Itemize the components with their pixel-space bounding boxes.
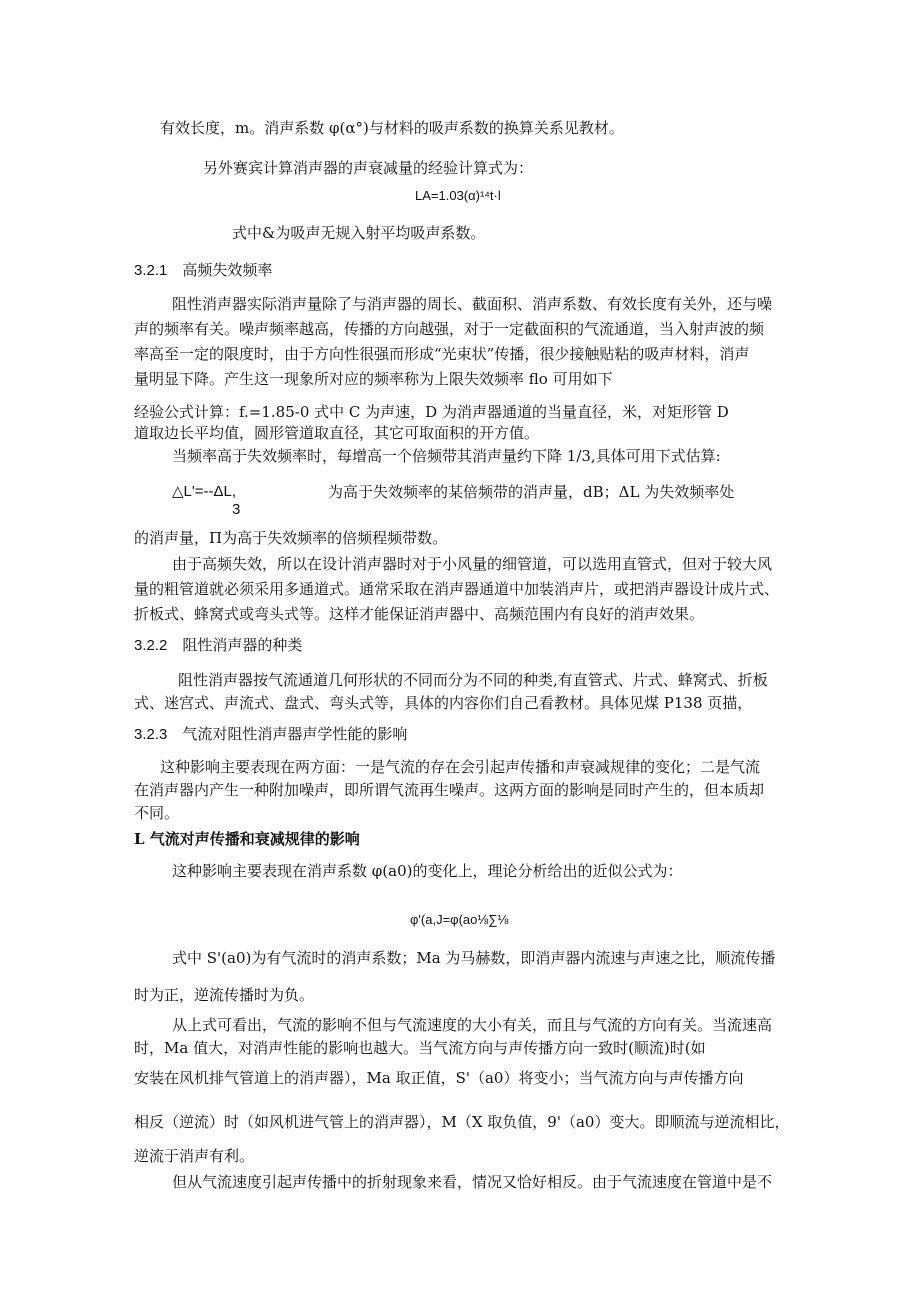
text-line: 量的粗管道就必须采用多通道式。通常采取在消声器通道中加装消声片，或把消声器设计成片式、 [134, 580, 780, 598]
text-line: 量明显下降。产生这一现象所对应的频率称为上限失效频率 flo 可用如下 [134, 370, 613, 388]
text-line: 为高于失效频率的某倍频带的消声量，dB；ΔL 为失效频率处 [328, 483, 735, 501]
formula-sabine: LA=1.03(α)¹⁴t·l [415, 188, 501, 203]
text-line: 在消声器内产生一种附加噪声，即所谓气流再生噪声。这两方面的影响是同时产生的，但本质却 [134, 781, 765, 799]
text-line: 当频率高于失效频率时，每增高一个倍频带其消声量约下降 1/3,具体可用下式估算: [172, 447, 721, 465]
text-line: 式、迷宫式、声流式、盘式、弯头式等，具体的内容你们自己看教材。具体见煤 P138 页描， [134, 694, 753, 712]
text-line: 时，Ma 值大，对消声性能的影响也越大。当气流方向与声传播方向一致时(顺流)时(如 [134, 1039, 706, 1057]
text-line: 由于高频失效，所以在设计消声器时对于小风量的细管道，可以选用直管式，但对于较大风 [172, 555, 773, 573]
text-line: 这种影响主要表现在消声系数 φ(a0)的变化上，理论分析给出的近似公式为： [172, 862, 683, 880]
text-line: 经验公式计算：f.=1.85-0 式中 C 为声速，D 为消声器通道的当量直径，米，对矩形管 D [134, 403, 729, 421]
section-heading-3-2-1: 3.2.1 高频失效频率 [134, 262, 273, 279]
section-heading-3-2-2: 3.2.2 阻性消声器的种类 [134, 637, 303, 654]
formula-delta-l: △L'=--ΔL, [172, 483, 237, 500]
text-line: 的消声量，П为高于失效频率的倍频程频带数。 [134, 529, 448, 547]
text-line: 这种影响主要表现在两方面：一是气流的存在会引起声传播和声衰减规律的变化；二是气流 [160, 758, 761, 776]
text-line: 另外赛宾计算消声器的声衰减量的经验计算式为： [203, 159, 534, 177]
text-line: 有效长度，m。消声系数 φ(α°)与材料的吸声系数的换算关系见教材。 [160, 119, 624, 137]
text-line: 逆流于消声有利。 [134, 1147, 255, 1165]
text-line: 道取边长平均值，圆形管道取直径，其它可取面积的开方值。 [134, 424, 540, 442]
text-line: 声的频率有关。噪声频率越高，传播的方向越强，对于一定截面积的气流通道，当入射声波的频 [134, 320, 765, 338]
section-heading-3-2-3: 3.2.3 气流对阻性消声器声学性能的影响 [134, 726, 408, 743]
text-line: 式中 S'(a0)为有气流时的消声系数；Ma 为马赫数，即消声器内流速与声速之比，顺流传播 [172, 949, 776, 967]
text-line: 阻性消声器按气流通道几何形状的不同而分为不同的种类,有直管式、片式、蜂窝式、折板 [178, 671, 768, 689]
text-line: 折板式、蜂窝式或弯头式等。这样才能保证消声器中、高频范围内有良好的消声效果。 [134, 605, 705, 623]
text-line: 从上式可看出，气流的影响不但与气流速度的大小有关，而且与气流的方向有关。当流速高 [172, 1016, 773, 1034]
text-line: 安装在风机排气管道上的消声器），Ma 取正值，S'（a0）将变小；当气流方向与声传播方向 [134, 1069, 744, 1087]
text-line: 不同。 [134, 804, 180, 822]
text-line: 阻性消声器实际消声量除了与消声器的周长、截面积、消声系数、有效长度有关外，还与噪 [172, 295, 773, 313]
text-line: 时为正，逆流传播时为负。 [134, 986, 315, 1004]
formula-airflow: φ'(a,J=φ(ao⅛∑⅛ [410, 912, 509, 927]
text-line: 式中&为吸声无规入射平均吸声系数。 [232, 224, 486, 242]
text-line: 相反（逆流）时（如风机进气管上的消声器），M（X 取负值，9'（a0）变大。即顺流与逆流相比， [134, 1113, 790, 1131]
subsection-heading: L 气流对声传播和衰减规律的影响 [134, 830, 360, 848]
text-line: 率高至一定的限度时，由于方向性很强而形成“光束状”传播，很少接触贴粘的吸声材料，消声 [134, 345, 750, 363]
text-line: 但从气流速度引起声传播中的折射现象来看，情况又恰好相反。由于气流速度在管道中是不 [172, 1173, 773, 1191]
formula-denominator: 3 [232, 501, 241, 518]
